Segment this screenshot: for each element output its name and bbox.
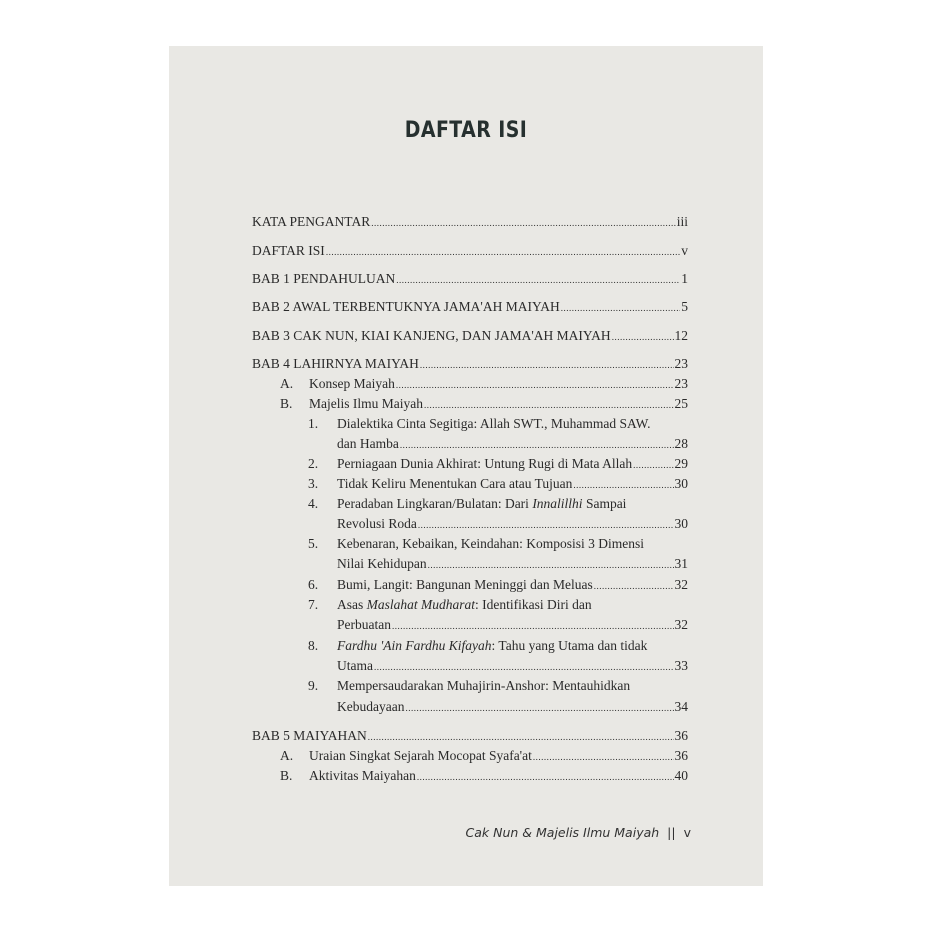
toc-entry-1: dan Hamba ..... 28 (337, 434, 688, 454)
toc-entry-2: 2. Perniagaan Dunia Akhirat: Untung Rugi di Mata Allah ..... 29 (337, 454, 688, 474)
toc-entry-bab-4: BAB 4 LAHIRNYA MAIYAH ..... 23 (252, 354, 688, 374)
toc-entry-bab-5-b: B. Aktivitas Maiyahan ..... 40 (309, 766, 688, 786)
item-label: B. (280, 396, 293, 411)
toc-entry-bab-4-b: B. Majelis Ilmu Maiyah ..... 25 (309, 394, 688, 414)
item-number: 3. (308, 476, 319, 491)
toc-entry-7: Perbuatan ..... 32 (337, 615, 688, 635)
page-number: iii (676, 214, 688, 229)
page-number: 40 (674, 768, 688, 783)
footer-separator: || (667, 825, 676, 840)
item-number: 6. (308, 577, 319, 592)
page-number: 1 (681, 271, 688, 286)
item-number: 8. (308, 638, 319, 653)
page-number: v (681, 243, 688, 258)
footer-page-number: v (683, 825, 691, 840)
page-footer (466, 825, 691, 840)
item-label: A. (280, 376, 294, 391)
page-number: 33 (674, 658, 688, 673)
toc-entry-bab-4-a: A. Konsep Maiyah ..... 23 (309, 374, 688, 394)
toc-entry-bab-1: BAB 1 PENDAHULUAN ..... 1 (252, 269, 688, 289)
page-number: 23 (674, 376, 688, 391)
toc-entry-5: Nilai Kehidupan ..... 31 (337, 554, 688, 574)
toc-entry-4: Revolusi Roda ..... 30 (337, 514, 688, 534)
toc-entry-8: Utama ..... 33 (337, 656, 688, 676)
toc-entry-9-line-1: 9. Mempersaudarakan Muhajirin-Anshor: Mentauhidkan (337, 676, 630, 696)
toc-entry-3: 3. Tidak Keliru Menentukan Cara atau Tujuan ..... 30 (337, 474, 688, 494)
item-number: 7. (308, 597, 319, 612)
page-number: 28 (674, 436, 688, 451)
page-number: 31 (674, 556, 688, 571)
page-number: 12 (674, 328, 688, 343)
running-title: Cak Nun & Majelis Ilmu Maiyah (465, 825, 660, 840)
toc-entry-daftar-isi: DAFTAR ISI ..... v (252, 241, 688, 261)
item-number: 5. (308, 536, 319, 551)
page-title: DAFTAR ISI (404, 118, 528, 143)
toc-entry-bab-5-a: A. Uraian Singkat Sejarah Mocopat Syafa'at ..... 36 (309, 746, 688, 766)
table-of-contents (169, 46, 763, 886)
toc-entry-bab-5: BAB 5 MAIYAHAN ..... 36 (252, 726, 688, 746)
item-number: 4. (308, 496, 319, 511)
item-label: B. (280, 768, 293, 783)
page-number: 29 (674, 456, 688, 471)
page-number: 23 (674, 356, 688, 371)
toc-entry-6: 6. Bumi, Langit: Bangunan Meninggi dan Meluas ..... 32 (337, 575, 688, 595)
page-number: 25 (674, 396, 688, 411)
item-number: 1. (308, 416, 319, 431)
toc-entry-5-line-1: 5. Kebenaran, Kebaikan, Keindahan: Komposisi 3 Dimensi (337, 534, 644, 554)
toc-entry-7-line-1: 7. Asas Maslahat Mudharat: Identifikasi Diri dan (337, 595, 592, 615)
toc-entry-4-line-1: 4. Peradaban Lingkaran/Bulatan: Dari Innalillhi Sampai (337, 494, 626, 514)
page-number: 36 (674, 728, 688, 743)
page-number: 5 (681, 299, 688, 314)
page-number: 32 (674, 617, 688, 632)
toc-entry-bab-2: BAB 2 AWAL TERBENTUKNYA JAMA'AH MAIYAH ..... 5 (252, 297, 688, 317)
page-number: 30 (674, 476, 688, 491)
item-label: A. (280, 748, 294, 763)
item-number: 9. (308, 678, 319, 693)
book-page (169, 46, 763, 886)
item-number: 2. (308, 456, 319, 471)
page-number: 36 (674, 748, 688, 763)
toc-entry-9: Kebudayaan ..... 34 (337, 697, 688, 717)
page-number: 30 (674, 516, 688, 531)
toc-entry-kata-pengantar: KATA PENGANTAR ..... iii (252, 212, 688, 232)
toc-entry-bab-3: BAB 3 CAK NUN, KIAI KANJENG, DAN JAMA'AH MAIYAH ..... 12 (252, 326, 688, 346)
page-number: 32 (674, 577, 688, 592)
page-number: 34 (674, 699, 688, 714)
toc-entry-8-line-1: 8. Fardhu 'Ain Fardhu Kifayah: Tahu yang Utama dan tidak (337, 636, 647, 656)
toc-entry-1-line-1: 1. Dialektika Cinta Segitiga: Allah SWT., Muhammad SAW. (337, 414, 651, 434)
